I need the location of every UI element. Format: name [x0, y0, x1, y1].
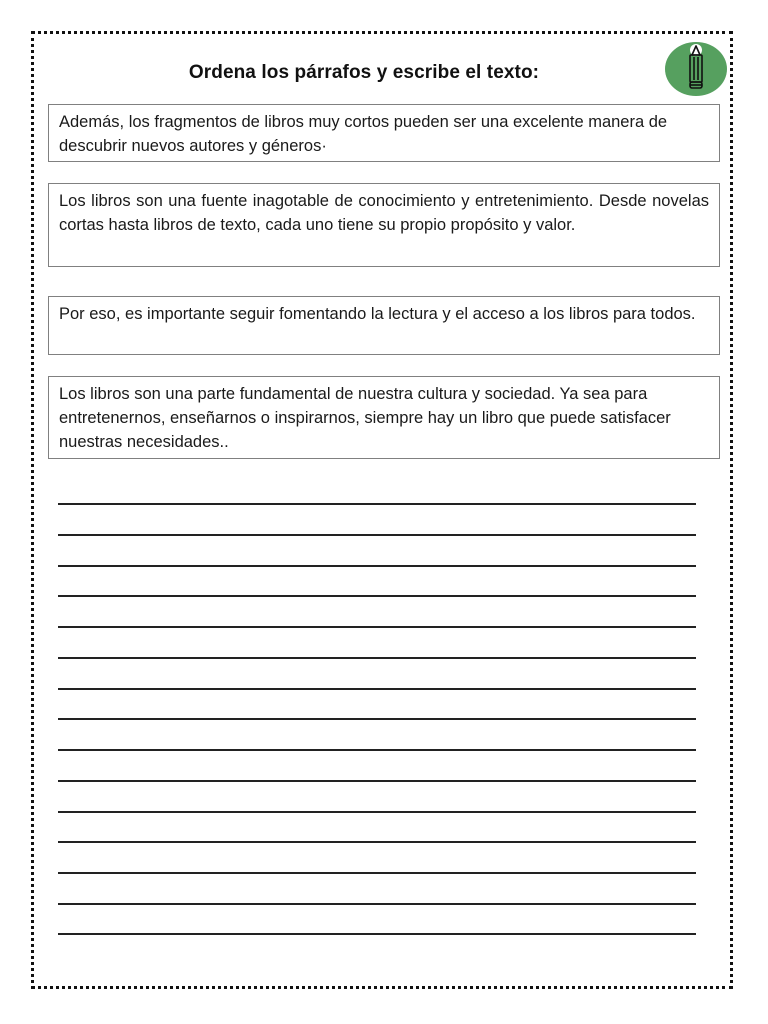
paragraph-box-4 [48, 376, 720, 459]
worksheet-title: Ordena los párrafos y escribe el texto: [188, 62, 540, 83]
writing-line[interactable] [58, 595, 696, 597]
writing-line[interactable] [58, 534, 696, 536]
writing-line[interactable] [58, 657, 696, 659]
writing-line[interactable] [58, 688, 696, 690]
paragraph-box-1 [48, 104, 720, 162]
paragraph-text: Por eso, es importante seguir fomentando la lectura y el acceso a los libros para todos. [59, 305, 696, 323]
writing-line[interactable] [58, 565, 696, 567]
writing-line[interactable] [58, 933, 696, 935]
paragraph-box-2 [48, 183, 720, 267]
paragraph-text: Los libros son una fuente inagotable de conocimiento y entretenimiento. Desde novelas cortas hasta libros de texto, cada uno tiene su propio propósito y valor. [59, 192, 709, 234]
pencil-badge [665, 42, 727, 96]
writing-line[interactable] [58, 626, 696, 628]
dotted-page-border [31, 31, 733, 989]
writing-line[interactable] [58, 841, 696, 843]
writing-line[interactable] [58, 872, 696, 874]
paragraph-box-3 [48, 296, 720, 355]
writing-line[interactable] [58, 780, 696, 782]
pencil-icon [665, 42, 727, 96]
writing-line[interactable] [58, 503, 696, 505]
writing-line[interactable] [58, 718, 696, 720]
writing-line[interactable] [58, 811, 696, 813]
writing-line[interactable] [58, 903, 696, 905]
paragraph-text: Los libros son una parte fundamental de nuestra cultura y sociedad. Ya sea para entretenernos, enseñarnos o inspirarnos, siempre hay un libro que puede satisfacer nuestras necesidades.. [59, 385, 671, 451]
writing-line[interactable] [58, 749, 696, 751]
paragraph-text: Además, los fragmentos de libros muy cortos pueden ser una excelente manera de descubrir nuevos autores y géneros· [59, 113, 668, 155]
